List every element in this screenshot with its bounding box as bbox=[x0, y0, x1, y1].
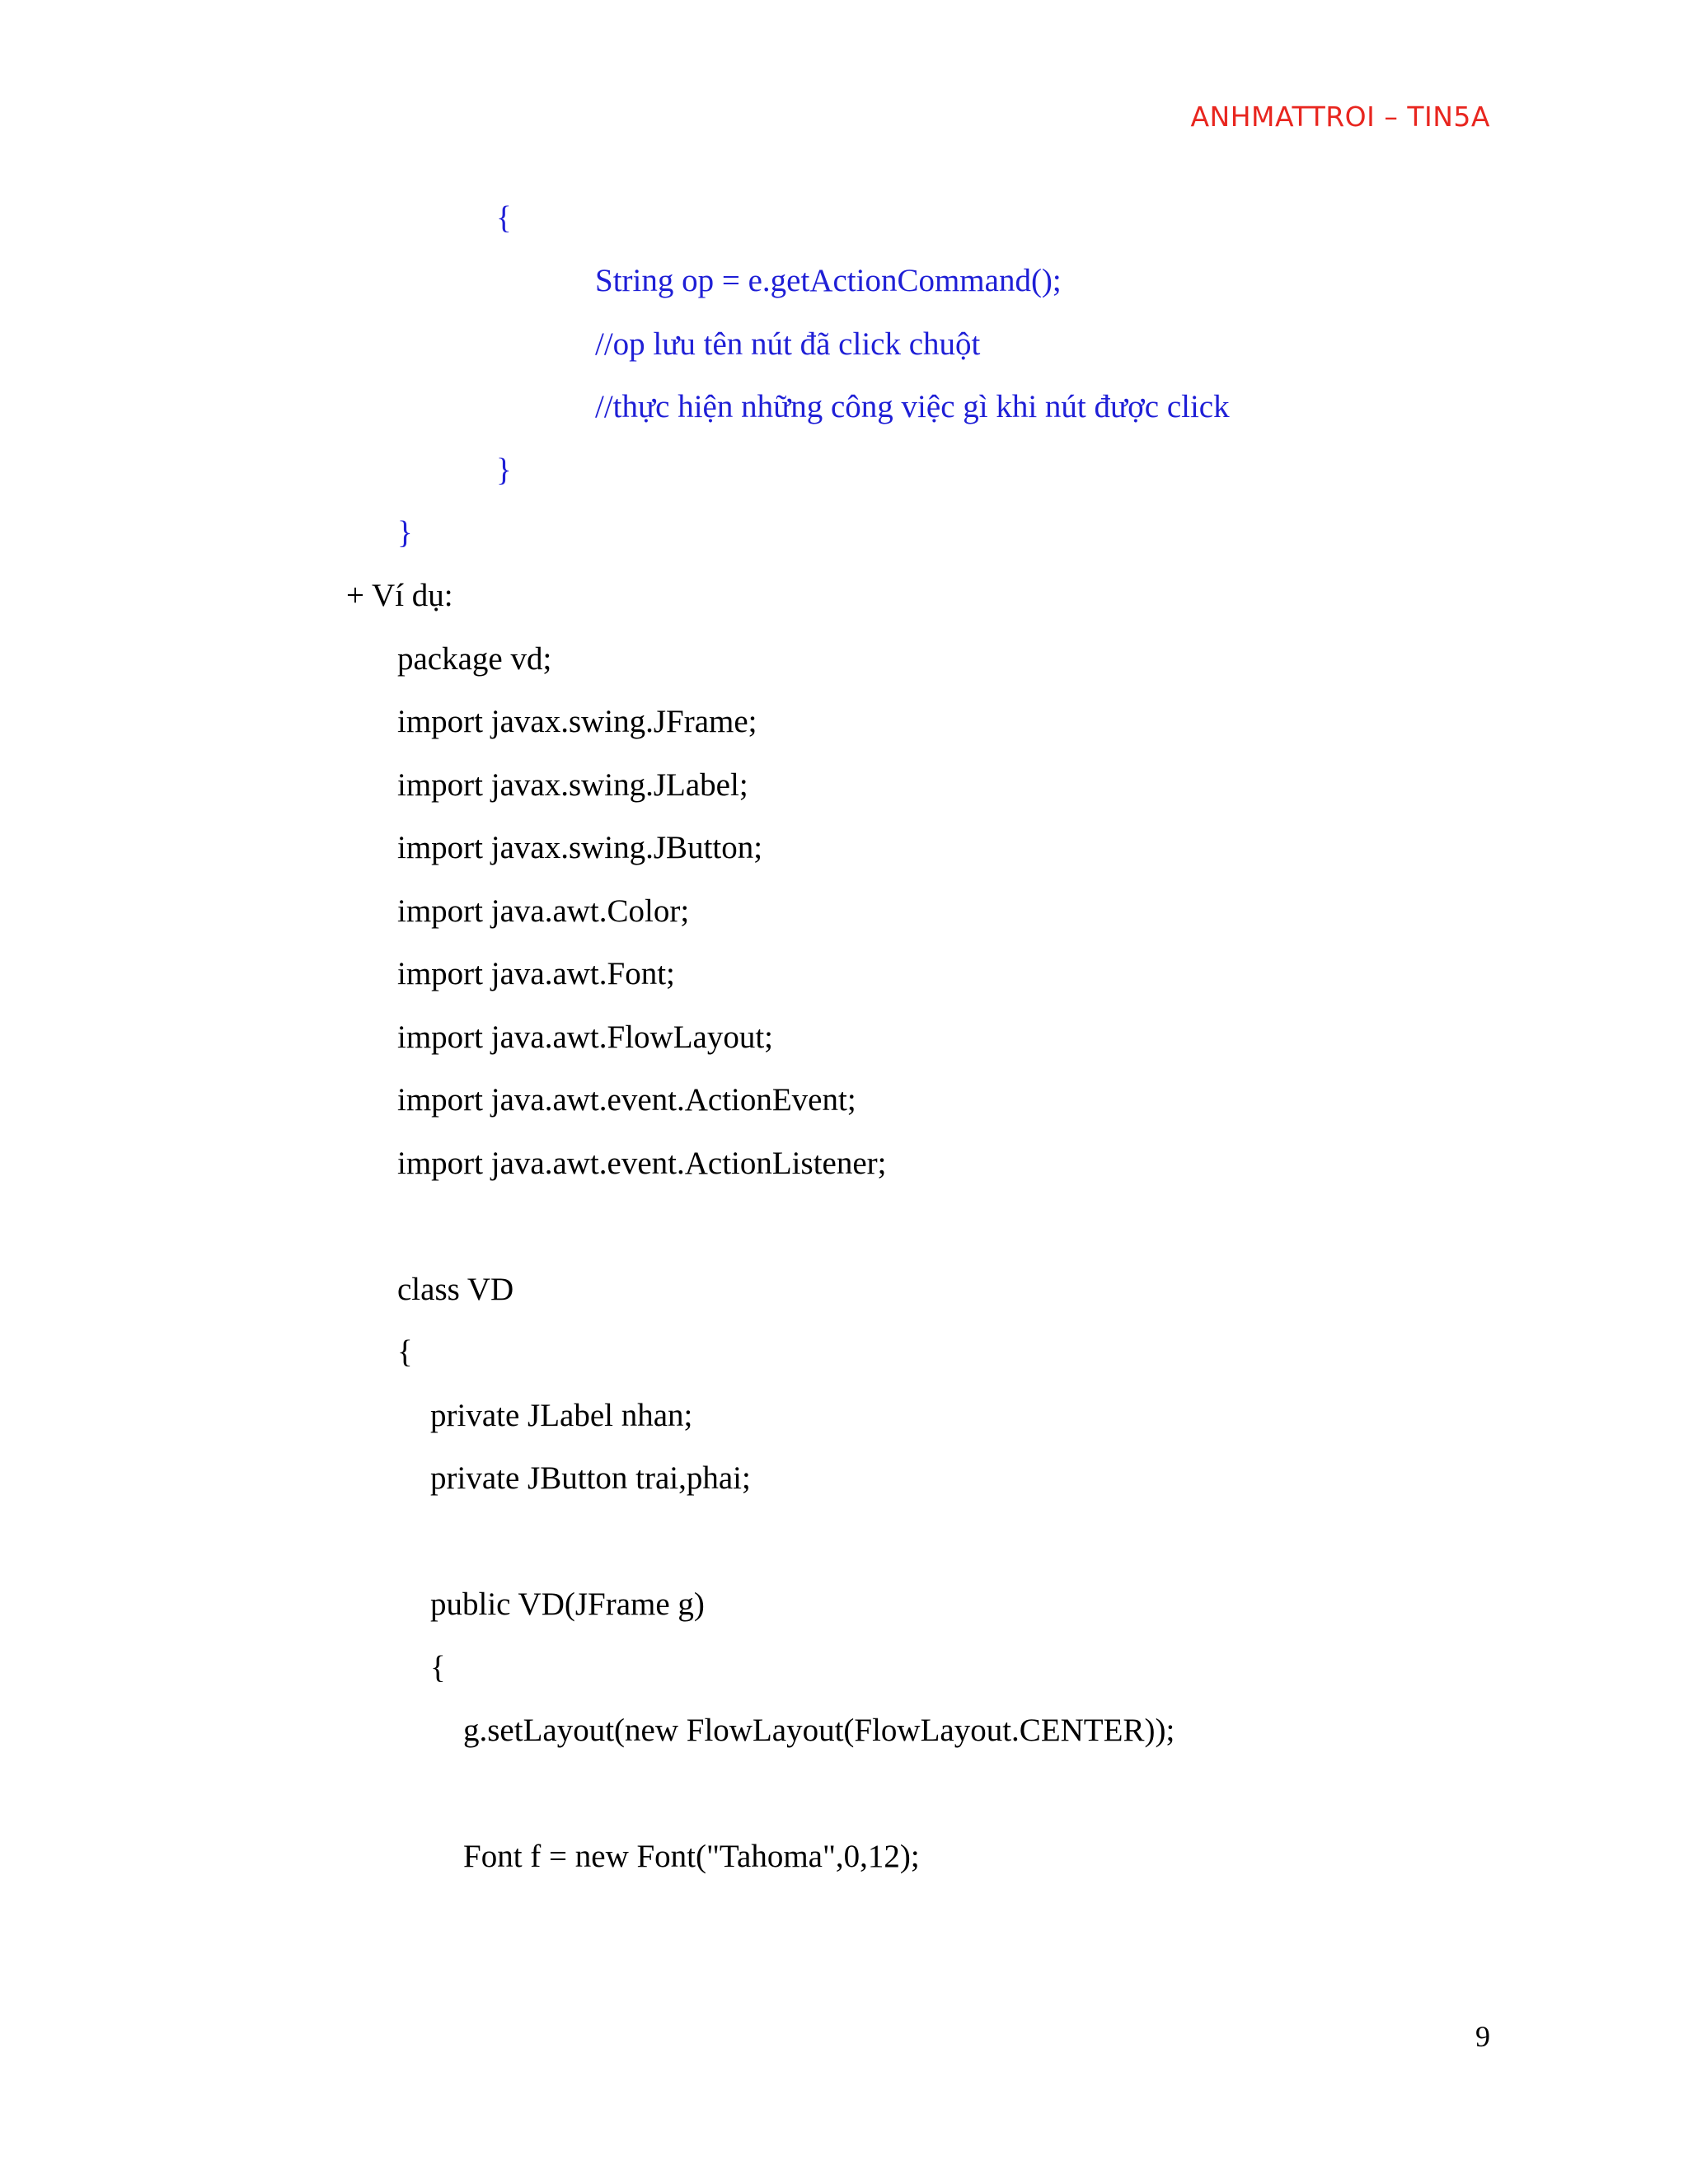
code-line-import-jbutton: import javax.swing.JButton; bbox=[397, 830, 763, 865]
code-line-close-brace-inner: } bbox=[496, 452, 512, 488]
code-line-font-declaration: Font f = new Font("Tahoma",0,12); bbox=[463, 1839, 920, 1874]
code-line-import-actionevent: import java.awt.event.ActionEvent; bbox=[397, 1082, 856, 1118]
code-line-field-buttons: private JButton trai,phai; bbox=[430, 1460, 751, 1496]
code-line-import-actionlistener: import java.awt.event.ActionListener; bbox=[397, 1146, 887, 1181]
code-line-get-action-command: String op = e.getActionCommand(); bbox=[595, 263, 1062, 298]
code-line-open-brace: { bbox=[496, 200, 512, 236]
code-line-import-flowlayout: import java.awt.FlowLayout; bbox=[397, 1019, 774, 1055]
page-header: ANHMATTROI – TIN5A bbox=[1190, 101, 1490, 133]
code-line-import-jframe: import javax.swing.JFrame; bbox=[397, 704, 757, 739]
code-line-constructor-open-brace: { bbox=[430, 1650, 446, 1685]
code-line-package: package vd; bbox=[397, 641, 552, 677]
code-line-comment-action: //thực hiện những công việc gì khi nút được click bbox=[595, 389, 1230, 424]
example-heading: + Ví dụ: bbox=[346, 578, 453, 613]
code-line-constructor: public VD(JFrame g) bbox=[430, 1586, 705, 1622]
code-line-import-color: import java.awt.Color; bbox=[397, 893, 690, 929]
page-number: 9 bbox=[1475, 2020, 1490, 2053]
code-line-field-label: private JLabel nhan; bbox=[430, 1398, 693, 1433]
code-line-close-brace-outer: } bbox=[397, 515, 413, 551]
code-line-import-font: import java.awt.Font; bbox=[397, 956, 675, 991]
code-line-class-declaration: class VD bbox=[397, 1272, 514, 1307]
code-line-comment-op: //op lưu tên nút đã click chuột bbox=[595, 326, 981, 362]
code-line-class-open-brace: { bbox=[397, 1334, 413, 1370]
code-line-set-layout: g.setLayout(new FlowLayout(FlowLayout.CENTER)); bbox=[463, 1713, 1175, 1748]
code-line-import-jlabel: import javax.swing.JLabel; bbox=[397, 767, 748, 803]
